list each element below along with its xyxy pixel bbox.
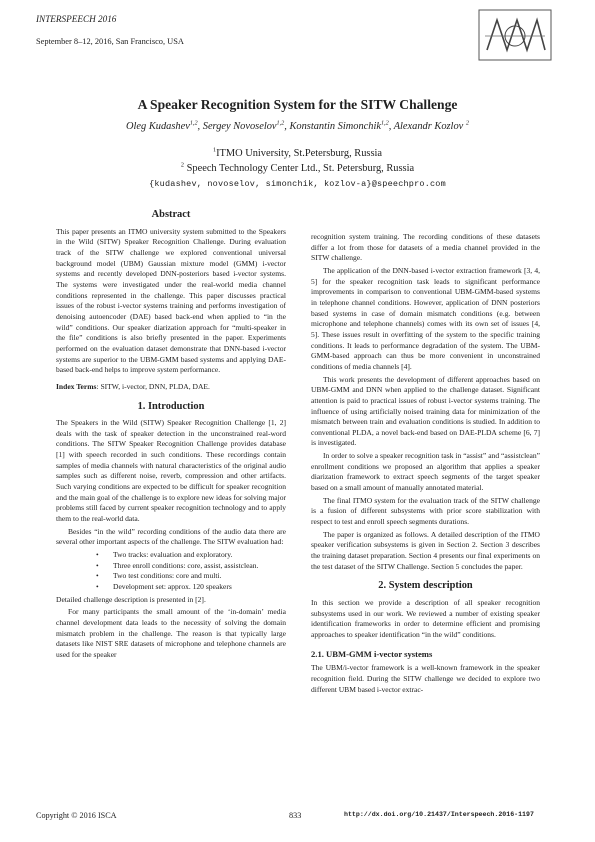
index-terms-label: Index Terms (56, 381, 97, 391)
paragraph: The paper is organized as follows. A detailed description of the ITMO speaker verification subsystems is given in Section 2. Section 3 describes the training dataset preparation. Section 4 presents our final experiments on the test dataset of the SITW Challenge. Section 5 concludes the paper. (311, 529, 540, 571)
paragraph: recognition system training. The recording conditions of these datasets differ a lot from those for datasets of a media channel provided in the SITW challenge. (311, 232, 540, 263)
paragraph: The final ITMO system for the evaluation track of the SITW challenge is a fusion of different subsystems with prior score stabilization with respect to test and enroll speech segments durations. (311, 495, 540, 527)
paragraph: The application of the DNN-based i-vector extraction framework [3, 4, 5] for the speaker recognition task leads to significant performance improvements in comparison to conventional UBM-GMM-based systems in telephone channel conditions. However, application of DNN posteriors based systems in case of domain mismatch conditions (e.g. between microphone and telephone channels) comes with its own set of issues [4, 5]. These issues result in overfitting of the system to the specific training conditions. It leads to performance degradation of the system. The UBM-GMM-based approach can thus be more convenient in unconstrained conditions of media channels [4]. (311, 265, 540, 371)
author-name: Konstantin Simonchik (289, 121, 381, 132)
author-list: Oleg Kudashev$^{1,2}$, Sergey Novoselov$^{1,2}$, Konstantin Simonchik$^{1,2}$, Alexandr Kozlov $^2$ (126, 119, 469, 132)
author-name: Sergey Novoselov (202, 121, 277, 132)
list-item: • Two test conditions: core and multi. (56, 571, 286, 582)
paragraph: The UBM/i-vector framework is a well-known framework in the speaker recognition field. During the SITW challenge we decided to explore two different UBM based i-vector extrac- (311, 663, 540, 694)
affiliation (0, 163, 595, 174)
affiliation-mark: 2 (180, 161, 185, 169)
abstract-text: This paper presents an ITMO university system submitted to the Speakers in the Wild (SITW) Speaker Recognition Challenge. During evaluation track of the SITW challenge we explored conventional universal background model (UBM) Gaussian mixture model (GMM) i-vector systems and recently developed DNN-posteriors based i-vector systems. The systems were investigated under the real-world media channel conditions represented in the challenge. This paper discusses practical issues of the robust i-vector systems training and performs investigation of denoising autoencoder (DAE) based back-end when applied to “in the wild” conditions. Our speaker diarization approach for “multi-speaker in the file” conditions is also briefly presented in the paper. Experiments performed on the evaluation dataset demonstrate that DNN-based i-vector systems are superior to the UBM-GMM based systems and applying DAE-based back-end helps to improve system performance. (56, 226, 286, 375)
conference-dates: September 8–12, 2016, San Francisco, USA (36, 37, 184, 46)
bullet-list (56, 550, 286, 593)
author-affiliation-mark: 1,2 (189, 119, 198, 127)
author-affiliation-mark: 1,2 (380, 119, 389, 127)
paragraph: Besides “in the wild” recording conditions of the audio data there are several other important aspects of the challenge. The SITW evaluation had: (56, 526, 286, 547)
right-column (311, 232, 540, 695)
affiliation-text: Speech Technology Center Ltd., St. Petersburg, Russia (186, 163, 415, 174)
paragraph: In this section we provide a description of all speaker recognition subsystems used in our work. We reviewed a number of existing speaker identification frameworks in order to determine efficient and promising approaches to speaker identification “in the wild” conditions. (311, 598, 540, 639)
list-item: • Three enroll conditions: core, assist, assistclean. (56, 561, 286, 572)
paragraph: For many participants the small amount of the ‘in-domain’ media channel development data leads to the necessity of solving the domain mismatch problem in the challenge. The reason is that typically large datasets like NIST SRE datasets of microphone and telephone channels are used for the speaker (56, 607, 286, 659)
paper-title: A Speaker Recognition System for the SITW Challenge (137, 97, 458, 112)
page-number: 833 (289, 811, 302, 820)
conference-name: INTERSPEECH 2016 (36, 14, 117, 24)
affiliation (0, 148, 595, 159)
index-terms (56, 382, 286, 393)
subsection-heading: 2.1. UBM-GMM i-vector systems (311, 648, 433, 659)
copyright: Copyright © 2016 ISCA (36, 811, 117, 820)
section-heading: 2. System description (378, 580, 473, 592)
section-heading: 1. Introduction (137, 400, 205, 412)
list-item: • Two tracks: evaluation and exploratory. (56, 550, 286, 561)
affiliation-mark: 1 (212, 146, 217, 154)
author-affiliation-mark: 1,2 (276, 119, 285, 127)
paragraph: The Speakers in the Wild (SITW) Speaker Recognition Challenge [1, 2] deals with the task of speaker detection in the unconstrained real-word conditions. The SITW Speaker Recognition Challenge provides database [1] with speech recorded in such conditions. These recordings contain samples of media channels with natural characteristics of the original audio samples such as different noise, reverb, compression and other artifacts. Such varying conditions are expected to be difficult for speaker recognition and the main goal of the challenge is to explore new ideas for solving major problems still faced by current speaker recognition technology and to apply them to the real-world data. (56, 418, 286, 524)
list-item: • Development set: approx. 120 speakers (56, 582, 286, 593)
paragraph: Detailed challenge description is presented in [2]. (56, 594, 206, 604)
abstract-heading: Abstract (151, 209, 191, 220)
index-terms-text: : SITW, i-vector, DNN, PLDA, DAE. (96, 381, 210, 391)
interspeech-logo-icon (475, 6, 555, 64)
author-affiliation-mark: 2 (465, 119, 469, 127)
affiliation-text: ITMO University, St.Petersburg, Russia (216, 148, 383, 159)
left-column (56, 210, 286, 661)
author-emails: {kudashev, novoselov, simonchik, kozlov-a}@speechpro.com (149, 179, 446, 189)
author-name: Alexandr Kozlov (393, 121, 464, 132)
author-name: Oleg Kudashev (126, 121, 190, 132)
doi-link[interactable]: http://dx.doi.org/10.21437/Interspeech.2016-1197 (344, 811, 534, 818)
paragraph: This work presents the development of different approaches based on UBM-GMM and DNN when applied to the challenge dataset. Significant attention is paid to practical issues of robust i-vector systems training. The influence of using artificially noised training data for minimization of the mismatch between train and evaluation conditions is studied. In addition to conventional PLDA, a novel back-end based on DAE-PLDA scheme [6, 7] is investigated. (311, 374, 540, 448)
paragraph: In order to solve a speaker recognition task in “assist” and “assistclean” enrollment conditions we proposed an algorithm that applies a speaker diarization framework to extract speech segments of the target speaker based on a small amount of manually annotated material. (311, 451, 540, 493)
